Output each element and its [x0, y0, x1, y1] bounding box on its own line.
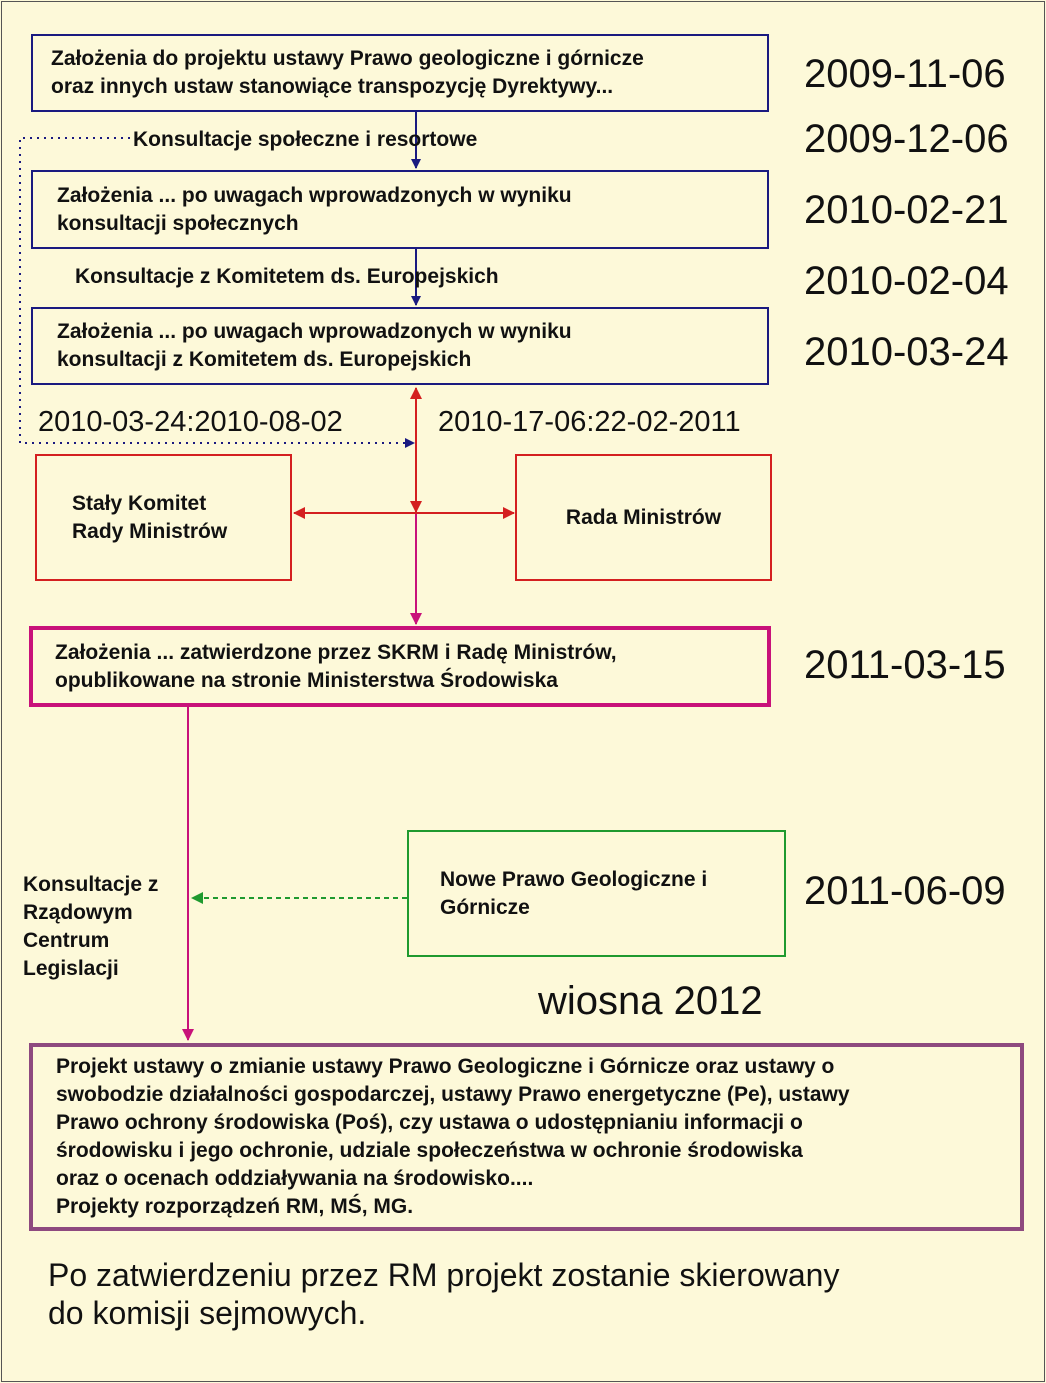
box-approved: [29, 626, 771, 707]
box-skrm: [35, 454, 292, 581]
box-projekt-ustawy: [29, 1043, 1024, 1231]
box-zalozenia-initial-text: Założenia do projektu ustawy Prawo geologiczne i górnicze oraz innych ustaw stanowiące transpozycję Dyrektywy...: [51, 47, 644, 98]
label-rcl: Konsultacje z Rządowym Centrum Legislacji: [23, 873, 159, 980]
box-rada-ministrow-text: Rada Ministrów: [565, 505, 722, 529]
date-4: 2010-02-04: [804, 259, 1009, 303]
box-after-committee-consultation-text: Założenia ... po uwagach wprowadzonych w wyniku konsultacji z Komitetem ds. Europejskich: [57, 320, 572, 371]
box-nowe-prawo: [407, 830, 786, 957]
box-rada-ministrow: [515, 454, 772, 581]
box-skrm-text: Stały Komitet Rady Ministrów: [72, 491, 228, 543]
footer-note: Po zatwierdzeniu przez RM projekt zostanie skierowany do komisji sejmowych.: [48, 1257, 840, 1331]
label-wiosna: wiosna 2012: [538, 979, 763, 1023]
box-after-public-consultation-text: Założenia ... po uwagach wprowadzonych w wyniku konsultacji społecznych: [57, 183, 572, 235]
label-konsultacje-komitet: Konsultacje z Komitetem ds. Europejskich: [75, 265, 499, 288]
box-nowe-prawo-text: Nowe Prawo Geologiczne i Górnicze: [440, 867, 708, 919]
label-konsultacje-spoleczne: Konsultacje społeczne i resortowe: [133, 128, 478, 151]
date-7: 2011-06-09: [804, 869, 1006, 913]
label-range-right: 2010-17-06:22-02-2011: [438, 406, 741, 438]
date-5: 2010-03-24: [804, 330, 1009, 374]
date-3: 2010-02-21: [804, 188, 1009, 232]
box-approved-text: Założenia ... zatwierdzone przez SKRM i Radę Ministrów, opublikowane na stronie Ministerstwa Środowiska: [55, 640, 617, 692]
label-range-left: 2010-03-24:2010-08-02: [38, 406, 343, 438]
box-after-committee-consultation: [31, 307, 769, 385]
box-zalozenia-initial: [31, 34, 769, 112]
date-2: 2009-12-06: [804, 117, 1009, 161]
box-after-public-consultation: [31, 170, 769, 249]
box-projekt-ustawy-text: Projekt ustawy o zmianie ustawy Prawo Geologiczne i Górnicze oraz ustawy o swobodzie działalności gospodarczej, ustawy Prawo energetyczne (Pe), ustawy Prawo ochrony środowiska (Poś), czy ustawa o udostępnianiu informacji o środowisku i jego ochronie, udziale społeczeństwa w ochronie środowiska oraz o ocenach oddziaływania na środowisko.... Projekty rozporządzeń RM, MŚ, MG.: [56, 1055, 850, 1218]
date-6: 2011-03-15: [804, 643, 1006, 687]
date-1: 2009-11-06: [804, 52, 1006, 96]
